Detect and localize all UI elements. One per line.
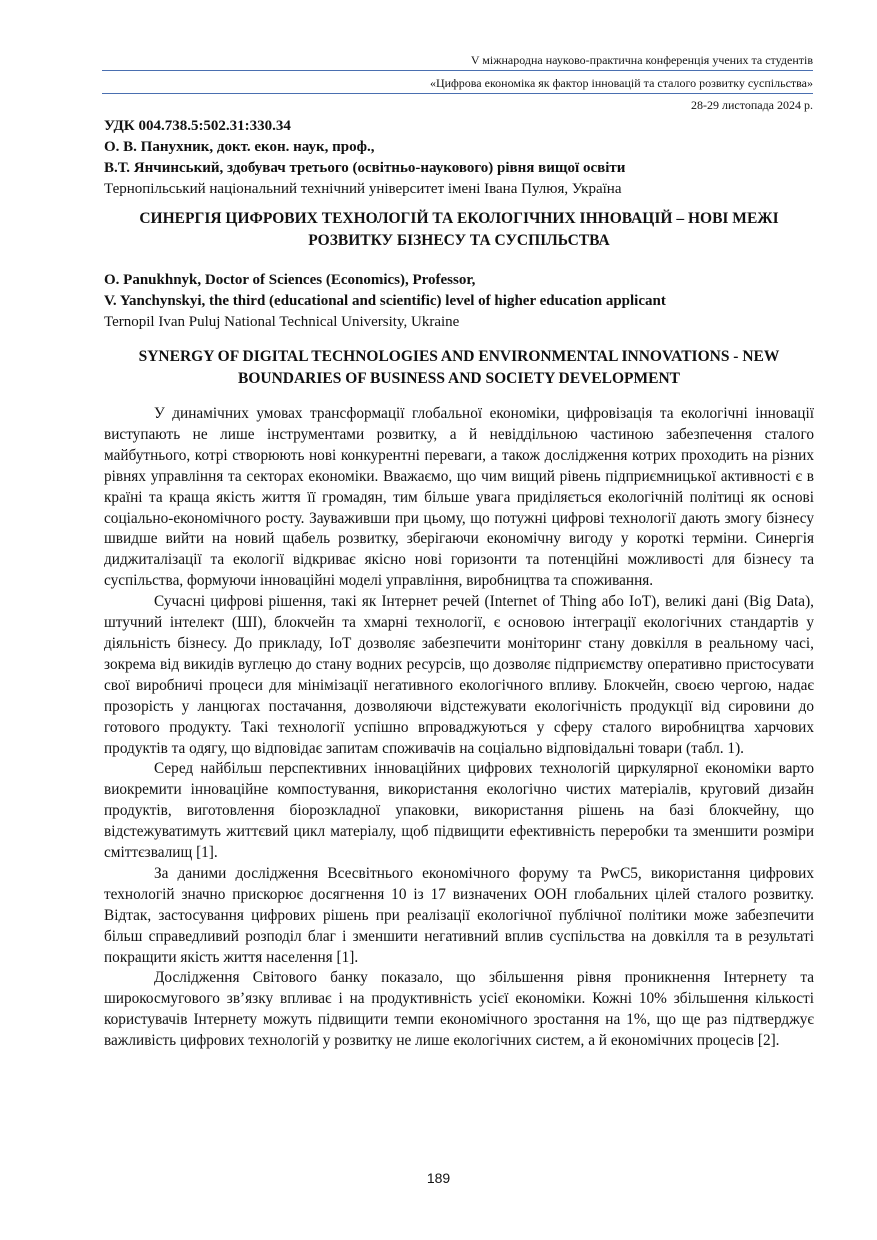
author-en: O. Panukhnyk, Doctor of Sciences (Economics), Professor, — [104, 272, 476, 288]
running-header-theme: «Цифрова економіка як фактор інновацій та сталого розвитку суспільства» — [429, 76, 813, 90]
body-paragraph: У динамічних умовах трансформації глобальної економіки, цифровізація та екологічні інновації виступають не лише інструментами розвитку, а й невіддільною частиною забезпечення сталого майбутнього, котрі створюють нові конкурентні переваги, а також дослідження котрих проходить на різних рівнях управління та секторах економіки. Вважаємо, що чим вищий рівень підприємницької активності є в країні та краща якість життя її громадян, тим більше увага приділяється екологічній політиці як основі соціально-економічного росту. Зауваживши при цьому, що потужні цифрові технології дають змогу бізнесу швидше вийти на новий щабель розвитку, зберігаючи економічну вигоду у короткі терміни. Синергія диджиталізації та екології відкриває якісно нові горизонти та потенційні можливості для бізнесу та суспільства, формуючи інноваційні моделі управління, виробництва та споживання. — [104, 405, 814, 590]
affiliation-en: Ternopil Ivan Puluj National Technical University, Ukraine — [104, 314, 460, 330]
author-ua: В.Т. Янчинський, здобувач третього (освітньо-наукового) рівня вищої освіти — [104, 160, 626, 176]
affiliation-ua: Тернопільський національний технічний університет імені Івана Пулюя, Україна — [104, 181, 622, 197]
body-paragraph: Дослідження Світового банку показало, що збільшення рівня проникнення Інтернету та широкосмугового зв’язку впливає і на продуктивність усієї економіки. Кожні 10% збільшення кількості користувачів Інтернету можуть підвищити темпи економічного зростання на 1%, що ще раз підтверджує важливість цифрових технологій у розвитку не лише екологічних систем, а й економічних процесів [2]. — [104, 969, 814, 1050]
author-en: V. Yanchynskyi, the third (educational and scientific) level of higher education applicant — [104, 293, 666, 309]
running-header-date: 28-29 листопада 2024 р. — [691, 98, 813, 112]
running-header-conference: V міжнародна науково-практична конференція учених та студентів — [470, 53, 813, 67]
page-number: 189 — [426, 1170, 451, 1186]
article-title-en: SYNERGY OF DIGITAL TECHNOLOGIES AND ENVIRONMENTAL INNOVATIONS - NEW BOUNDARIES OF BUSINESS AND SOCIETY DEVELOPMENT — [138, 348, 780, 387]
body-paragraph: За даними дослідження Всесвітнього економічного форуму та PwC5, використання цифрових технологій значно прискорює досягнення 10 із 17 визначених ООН глобальних цілей сталого розвитку. Відтак, застосування цифрових рішень при реалізації екологічної публічної політики може забезпечити більш справедливий розподіл благ і зменшити негативний вплив суспільства на довкілля та в результаті покращити якість життя населення [1]. — [104, 864, 814, 966]
udc-code: УДК 004.738.5:502.31:330.34 — [104, 118, 291, 134]
author-ua: О. В. Панухник, докт. екон. наук, проф., — [104, 139, 375, 155]
header-rule — [102, 93, 813, 94]
article-meta-ua — [104, 116, 814, 200]
article-meta-en — [104, 270, 814, 333]
article-body — [104, 404, 814, 1052]
body-paragraph: Серед найбільш перспективних інноваційних цифрових технологій циркулярної економіки варто виокремити інноваційне компостування, використання екологічно чистих матеріалів, круговий дизайн продуктів, виготовлення біорозкладної упаковки, використання рішень на базі блокчейну, що відстежуватимуть життєвий цикл матеріалу, щоб підвищити ефективність переробки та зменшити розміри сміттєзвалищ [1]. — [104, 760, 814, 862]
body-paragraph: Сучасні цифрові рішення, такі як Інтернет речей (Internet of Thing або IoT), великі дані (Big Data), штучний інтелект (ШІ), блокчейн та хмарні технології, є основою інтеграції екологічних стандартів у діяльність бізнесу. До прикладу, IoT дозволяє забезпечити моніторинг стану довкілля в реальному часі, зокрема від викидів вуглецю до стану водних ресурсів, що дозволяє підприємству оперативно пристосувати свої виробничі процеси для мінімізації негативного екологічного впливу. Блокчейн, своєю чергою, надає прозорість у ланцюгах постачання, дозволяючи відстежувати екологічність продукції від сировини до готового продукту. Такі технології успішно впроваджуються у сферу сталого виробництва харчових продуктів та одягу, що відповідає запитам споживачів на соціально відповідальні товари (табл. 1). — [104, 593, 814, 757]
header-rule — [102, 70, 813, 71]
article-title-ua: СИНЕРГІЯ ЦИФРОВИХ ТЕХНОЛОГІЙ ТА ЕКОЛОГІЧНИХ ІННОВАЦІЙ – НОВІ МЕЖІ РОЗВИТКУ БІЗНЕСУ ТА СУСПІЛЬСТВА — [139, 210, 779, 249]
